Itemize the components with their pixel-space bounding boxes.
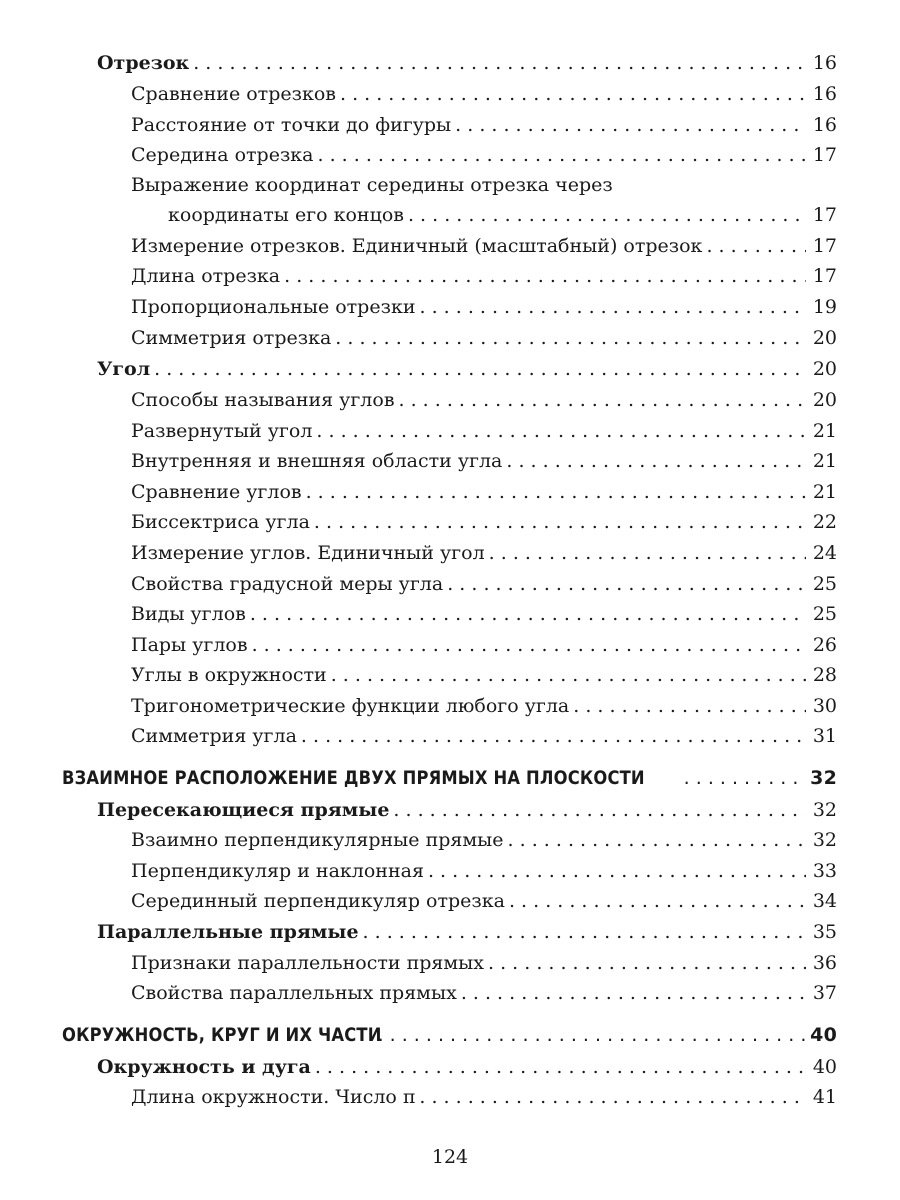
dot-leader <box>252 633 806 657</box>
dot-leader <box>318 143 806 167</box>
dot-leader <box>419 1085 806 1109</box>
toc-entry-page: 21 <box>812 420 837 442</box>
toc-entry-section <box>0 351 900 381</box>
toc-entry-title: Угол <box>97 358 151 380</box>
toc-entry-title: Внутренняя и внешняя области угла <box>131 450 503 472</box>
toc-entry-section <box>0 1049 900 1079</box>
toc-entry-page: 20 <box>812 389 837 411</box>
dot-leader <box>284 264 806 288</box>
toc-entry-title: Выражение координат середины отрезка через <box>131 174 613 196</box>
dot-leader <box>684 766 806 790</box>
dot-leader <box>193 51 806 75</box>
toc-entry-item <box>0 1079 900 1109</box>
toc-entry-section <box>0 914 900 944</box>
toc-entry-title: Длина отрезка <box>131 265 281 287</box>
toc-entry-item <box>0 566 900 596</box>
toc-entry-page: 30 <box>812 695 837 717</box>
toc-entry-page: 40 <box>812 1056 837 1078</box>
toc-entry-title: Взаимно перпендикулярные прямые <box>131 829 504 851</box>
toc-entry-page: 25 <box>812 573 837 595</box>
dot-leader <box>489 541 806 565</box>
toc-entry-title: Отрезок <box>97 52 190 74</box>
toc-entry-page: 16 <box>812 114 837 136</box>
toc-entry-title: ОКРУЖНОСТЬ, КРУГ И ИХ ЧАСТИ <box>62 1024 382 1046</box>
toc-entry-section <box>0 792 900 822</box>
toc-entry-title: Параллельные прямые <box>97 921 359 943</box>
dot-leader <box>509 889 806 913</box>
dot-leader <box>399 388 806 412</box>
dot-leader <box>393 798 806 822</box>
dot-leader <box>363 920 806 944</box>
toc-entry-title: Свойства параллельных прямых <box>131 982 457 1004</box>
dot-leader <box>447 572 806 596</box>
toc-entry-item <box>0 228 900 258</box>
dot-leader <box>340 82 806 106</box>
toc-entry-title: Свойства градусной меры угла <box>131 573 444 595</box>
dot-leader <box>378 1023 806 1047</box>
toc-entry-item <box>0 107 900 137</box>
toc-entry-item <box>0 289 900 319</box>
toc-entry-title: Измерение углов. Единичный угол <box>131 542 485 564</box>
toc-entry-item <box>0 883 900 913</box>
toc-entry-page: 21 <box>812 481 837 503</box>
toc-entry-item <box>0 688 900 718</box>
toc-entry-page: 36 <box>812 952 837 974</box>
toc-entry-section <box>0 45 900 75</box>
toc-entry-title: Тригонометрические функции любого угла <box>131 695 570 717</box>
toc-entry-page: 26 <box>812 634 837 656</box>
toc-entry-item <box>0 258 900 288</box>
toc-entry-page: 24 <box>812 542 837 564</box>
toc-entry-title: Перпендикуляр и наклонная <box>131 860 424 882</box>
toc-entry-item <box>0 382 900 412</box>
toc-entry-item <box>0 320 900 350</box>
toc-entry-title: Измерение отрезков. Единичный (масштабный) отрезок <box>131 235 703 257</box>
dot-leader <box>508 828 806 852</box>
toc-entry-title: Сравнение углов <box>131 481 302 503</box>
toc-entry-title: координаты его концов <box>168 204 404 226</box>
toc-entry-title: Виды углов <box>131 603 246 625</box>
toc-entry-title: Окружность и дуга <box>97 1056 311 1078</box>
toc-entry-item <box>0 504 900 534</box>
toc-entry-item <box>0 945 900 975</box>
toc-entry-item <box>0 596 900 626</box>
toc-entry-title: Развернутый угол <box>131 420 313 442</box>
toc-entry-page: 21 <box>812 450 837 472</box>
toc-entry-item <box>0 822 900 852</box>
dot-leader <box>428 859 806 883</box>
toc-entry-item <box>0 535 900 565</box>
toc-entry-page: 32 <box>812 829 837 851</box>
dot-leader <box>331 663 806 687</box>
toc-entry-title: Серединный перпендикуляр отрезка <box>131 890 505 912</box>
dot-leader <box>506 449 806 473</box>
dot-leader <box>455 113 806 137</box>
toc-entry-item <box>0 975 900 1005</box>
toc-entry-item-first <box>0 167 900 197</box>
toc-entry-page: 20 <box>812 327 837 349</box>
toc-entry-item-cont <box>0 197 900 227</box>
toc-entry-title: Пересекающиеся прямые <box>97 799 390 821</box>
toc-entry-page: 32 <box>812 799 837 821</box>
toc-entry-title: Признаки параллельности прямых <box>131 952 484 974</box>
toc-entry-chapter <box>0 760 900 790</box>
toc-entry-title: ВЗАИМНОЕ РАСПОЛОЖЕНИЕ ДВУХ ПРЯМЫХ НА ПЛОСКОСТИ <box>62 767 645 789</box>
toc-entry-title: Пары углов <box>131 634 248 656</box>
toc-entry-title: Способы называния углов <box>131 389 395 411</box>
toc-entry-page: 16 <box>812 52 837 74</box>
toc-entry-page: 19 <box>812 296 837 318</box>
toc-entry-page: 22 <box>812 511 837 533</box>
dot-leader <box>316 419 806 443</box>
toc-entry-title: Биссектриса угла <box>131 511 310 533</box>
toc-entry-page: 16 <box>812 83 837 105</box>
toc-entry-page: 17 <box>812 204 837 226</box>
dot-leader <box>250 602 806 626</box>
toc-entry-item <box>0 137 900 167</box>
page-number: 124 <box>431 1146 469 1168</box>
toc-entry-title: Сравнение отрезков <box>131 83 336 105</box>
toc-entry-page: 34 <box>812 890 837 912</box>
toc-entry-item <box>0 76 900 106</box>
toc-entry-title: Углы в окружности <box>131 664 327 686</box>
toc-entry-page: 31 <box>812 725 837 747</box>
dot-leader <box>306 480 806 504</box>
dot-leader <box>706 234 806 258</box>
toc-entry-page: 41 <box>812 1086 837 1108</box>
toc-entry-chapter <box>0 1017 900 1047</box>
toc-entry-page: 37 <box>812 982 837 1004</box>
dot-leader <box>301 724 806 748</box>
dot-leader <box>315 1055 806 1079</box>
toc-entry-item <box>0 627 900 657</box>
toc-entry-item <box>0 443 900 473</box>
dot-leader <box>314 510 806 534</box>
toc-entry-page: 25 <box>812 603 837 625</box>
dot-leader <box>488 951 806 975</box>
toc-entry-item <box>0 718 900 748</box>
dot-leader <box>408 203 806 227</box>
dot-leader <box>335 326 806 350</box>
toc-entry-page: 20 <box>812 358 837 380</box>
toc-entry-page: 17 <box>812 144 837 166</box>
toc-entry-page: 35 <box>812 921 837 943</box>
toc-entry-item <box>0 413 900 443</box>
toc-entry-title: Симметрия отрезка <box>131 327 332 349</box>
toc-entry-title: Длина окружности. Число π <box>131 1086 416 1108</box>
dot-leader <box>573 694 806 718</box>
toc-entry-page: 32 <box>810 767 837 789</box>
toc-entry-item <box>0 474 900 504</box>
toc-entry-title: Симметрия угла <box>131 725 297 747</box>
toc-entry-title: Пропорциональные отрезки <box>131 296 416 318</box>
dot-leader <box>461 981 806 1005</box>
dot-leader <box>420 295 807 319</box>
toc-entry-item <box>0 853 900 883</box>
toc-entry-page: 17 <box>812 265 837 287</box>
toc-entry-title: Середина отрезка <box>131 144 314 166</box>
toc-entry-title: Расстояние от точки до фигуры <box>131 114 452 136</box>
dot-leader <box>154 357 806 381</box>
toc-entry-item <box>0 657 900 687</box>
toc-entry-page: 33 <box>812 860 837 882</box>
toc-entry-page: 40 <box>810 1024 837 1046</box>
toc-entry-page: 17 <box>812 235 837 257</box>
toc-entry-page: 28 <box>812 664 837 686</box>
